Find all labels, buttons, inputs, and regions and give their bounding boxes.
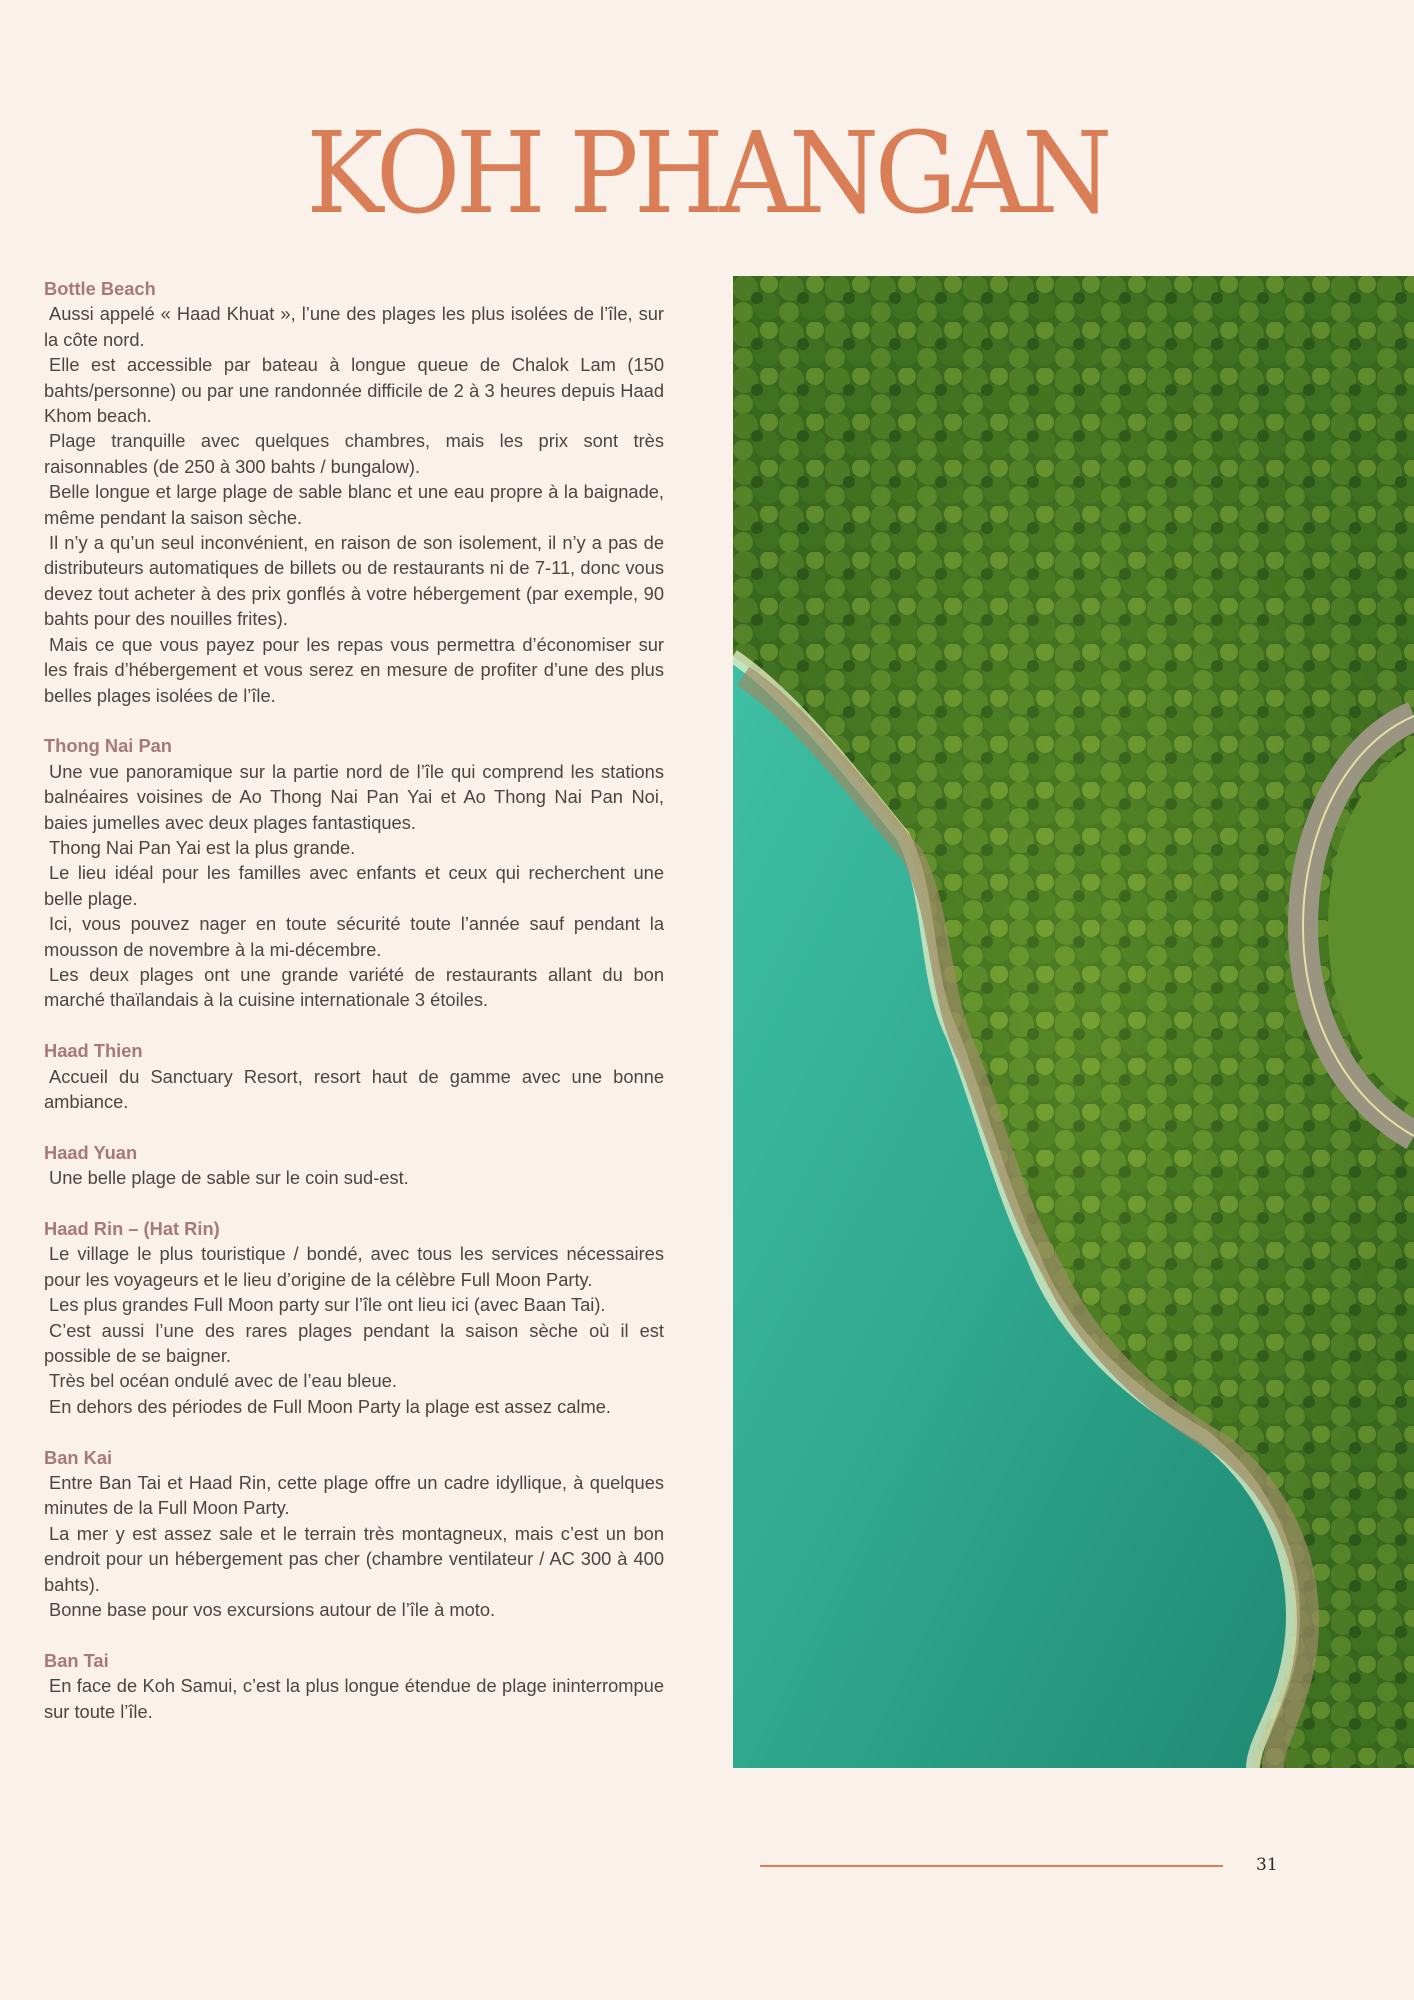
beach-paragraph: Les plus grandes Full Moon party sur l’île ont lieu ici (avec Baan Tai). [49,1294,606,1316]
beach-heading: Haad Rin – (Hat Rin) [44,1217,220,1239]
beach-heading: Thong Nai Pan [44,735,172,757]
beach-section [44,1140,664,1191]
beach-paragraph: Elle est accessible par bateau à longue queue de Chalok Lam (150 bahts/personne) ou par une randonnée difficile de 2 à 3 heures depuis Haad Khom beach. [44,354,664,427]
beach-paragraph: Entre Ban Tai et Haad Rin, cette plage offre un cadre idyllique, à quelques minutes de la Full Moon Party. [44,1472,664,1519]
beach-paragraph: Les deux plages ont une grande variété de restaurants allant du bon marché thaïlandais à la cuisine internationale 3 étoiles. [44,963,664,1011]
beach-paragraph: Le village le plus touristique / bondé, avec tous les services nécessaires pour les voyageurs et le lieu d’origine de la célèbre Full Moon Party. [44,1243,664,1290]
beach-heading: Ban Kai [44,1446,113,1468]
beach-paragraph: C’est aussi l’une des rares plages pendant la saison sèche où il est possible de se baigner. [44,1319,664,1366]
beach-paragraph: Mais ce que vous payez pour les repas vous permettra d’économiser sur les frais d’hébergement et vous serez en mesure de profiter d’une des plus belles plages isolées de l’île. [44,633,664,706]
text-column [44,276,664,1749]
beach-section [44,1445,664,1623]
beach-section [44,276,664,708]
beach-section [44,1648,664,1724]
beach-paragraph: Le lieu idéal pour les familles avec enfants et ceux qui recherchent une belle plage. [44,862,664,909]
beach-paragraph: La mer y est assez sale et le terrain très montagneux, mais c’est un bon endroit pour un hébergement pas cher (chambre ventilateur / AC 300 à 400 bahts). [44,1522,664,1595]
footer-divider [760,1865,1223,1867]
page-title: KOH PHANGAN [306,109,1108,239]
beach-section [44,1216,664,1419]
aerial-coast-photo [733,276,1414,1768]
beach-paragraph: Aussi appelé « Haad Khuat », l’une des plages les plus isolées de l’île, sur la côte nord. [44,303,664,350]
beach-paragraph: Une vue panoramique sur la partie nord de l’île qui comprend les stations balnéaires voisines de Ao Thong Nai Pan Yai et Ao Thong Nai Pan Noi, baies jumelles avec deux plages fantastiques. [44,760,664,833]
beach-paragraph: Il n’y a qu’un seul inconvénient, en raison de son isolement, il n’y a pas de distributeurs automatiques de billets ou de restaurants ni de 7-11, donc vous devez tout acheter à des prix gonflés à votre hébergement (par exemple, 90 bahts pour des nouilles frites). [44,532,664,630]
page-number: 31 [1256,1855,1278,1875]
beach-paragraph: Bonne base pour vos excursions autour de l’île à moto. [49,1599,496,1621]
beach-paragraph: Plage tranquille avec quelques chambres, mais les prix sont très raisonnables (de 250 à 300 bahts / bungalow). [44,430,664,477]
beach-heading: Bottle Beach [44,278,156,299]
beach-heading: Haad Thien [44,1040,143,1062]
beach-heading: Ban Tai [44,1649,109,1671]
beach-paragraph: Ici, vous pouvez nager en toute sécurité toute l’année sauf pendant la mousson de novembre à la mi-décembre. [44,913,664,960]
beach-paragraph: Thong Nai Pan Yai est la plus grande. [49,836,356,858]
beach-paragraph: Très bel océan ondulé avec de l’eau bleue. [49,1370,397,1392]
beach-paragraph: En face de Koh Samui, c’est la plus longue étendue de plage ininterrompue sur toute l’île. [44,1675,664,1722]
beach-paragraph: Une belle plage de sable sur le coin sud-est. [49,1167,409,1189]
beach-section [44,1038,664,1114]
beach-paragraph: Accueil du Sanctuary Resort, resort haut de gamme avec une bonne ambiance. [44,1065,664,1112]
beach-heading: Haad Yuan [44,1141,138,1163]
beach-section [44,733,664,1012]
aerial-coast-illustration [733,276,1414,1768]
beach-paragraph: Belle longue et large plage de sable blanc et une eau propre à la baignade, même pendant la saison sèche. [44,481,664,528]
beach-paragraph: En dehors des périodes de Full Moon Party la plage est assez calme. [49,1395,611,1417]
